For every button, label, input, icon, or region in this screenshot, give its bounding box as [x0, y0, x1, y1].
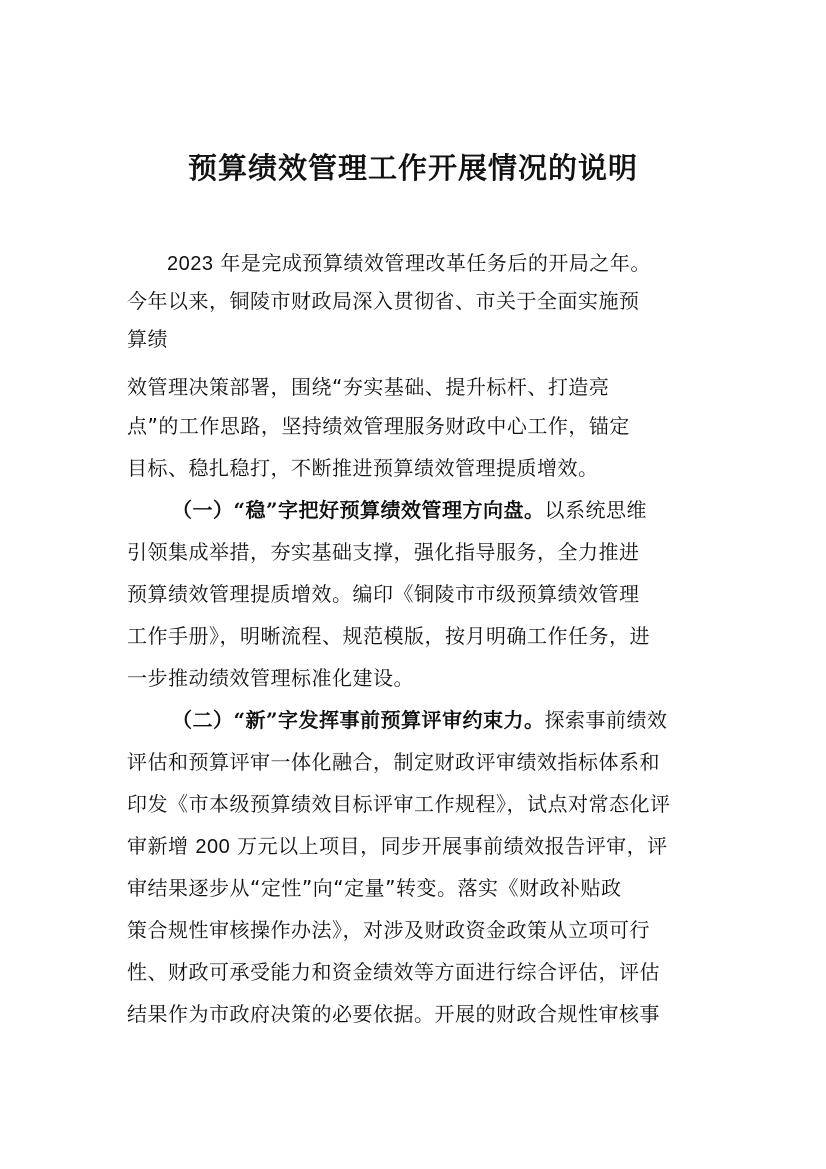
section2-line-4-a: 审新增 — [127, 834, 196, 858]
intro-line-1-text: 年是完成预算绩效管理改革任务后的开局之年。 — [213, 251, 651, 275]
document-title: 预算绩效管理工作开展情况的说明 — [187, 151, 638, 185]
section2-line-8: 结果作为市政府决策的必要依据。开展的财政合规性审核事 — [127, 1002, 660, 1026]
section1-line-5: 一步推动绩效管理标准化建设。 — [127, 666, 414, 690]
section2-line-2: 评估和预算评审一体化融合，制定财政评审绩效指标体系和 — [127, 750, 660, 774]
section2-line-3: 印发《市本级预算绩效目标评审工作规程》，试点对常态化评 — [127, 792, 671, 816]
section2-line-7: 性、财政可承受能力和资金绩效等方面进行综合评估，评估 — [127, 960, 660, 984]
section2-line-6: 策合规性审核操作办法》，对涉及财政资金政策从立项可行 — [127, 918, 650, 942]
section1-line-3: 预算绩效管理提质增效。编印《铜陵市市级预算绩效管理 — [127, 582, 640, 606]
intro-line-6: 目标、稳扎稳打，不断推进预算绩效管理提质增效。 — [127, 456, 599, 480]
intro-line-2: 今年以来，铜陵市财政局深入贯彻省、市关于全面实施预 — [127, 289, 640, 313]
section2-line-4-b: 万元以上项目，同步开展事前绩效报告评审，评 — [230, 834, 668, 858]
section1-line-2: 引领集成举措，夯实基础支撑，强化指导服务，全力推进 — [127, 540, 640, 564]
section1-line-1 — [172, 497, 647, 523]
section1-line-4: 工作手册》，明晰流程、规范模版，按月明确工作任务，进 — [127, 624, 650, 648]
intro-line-5: 点”的工作思路，坚持绩效管理服务财政中心工作，锚定 — [127, 414, 630, 438]
intro-line-1 — [167, 250, 651, 277]
section2-line-5: 审结果逐步从“定性”向“定量”转变。落实《财政补贴政 — [127, 876, 622, 900]
intro-year: 2023 — [167, 253, 214, 275]
section1-heading: （一）“稳”字把好预算绩效管理方向盘。 — [172, 498, 545, 522]
section2-line-1-text: 探索事前绩效 — [544, 708, 668, 732]
intro-line-3: 算绩 — [127, 327, 168, 351]
section2-line-1 — [172, 707, 668, 733]
section2-line-4 — [127, 833, 668, 860]
section2-heading: （二）“新”字发挥事前预算评审约束力。 — [172, 708, 545, 732]
section1-line-1-text: 以系统思维 — [544, 498, 648, 522]
section2-amount: 200 — [195, 836, 231, 858]
intro-line-4: 效管理决策部署，围绕“夯实基础、提升标杆、打造亮 — [127, 375, 610, 399]
